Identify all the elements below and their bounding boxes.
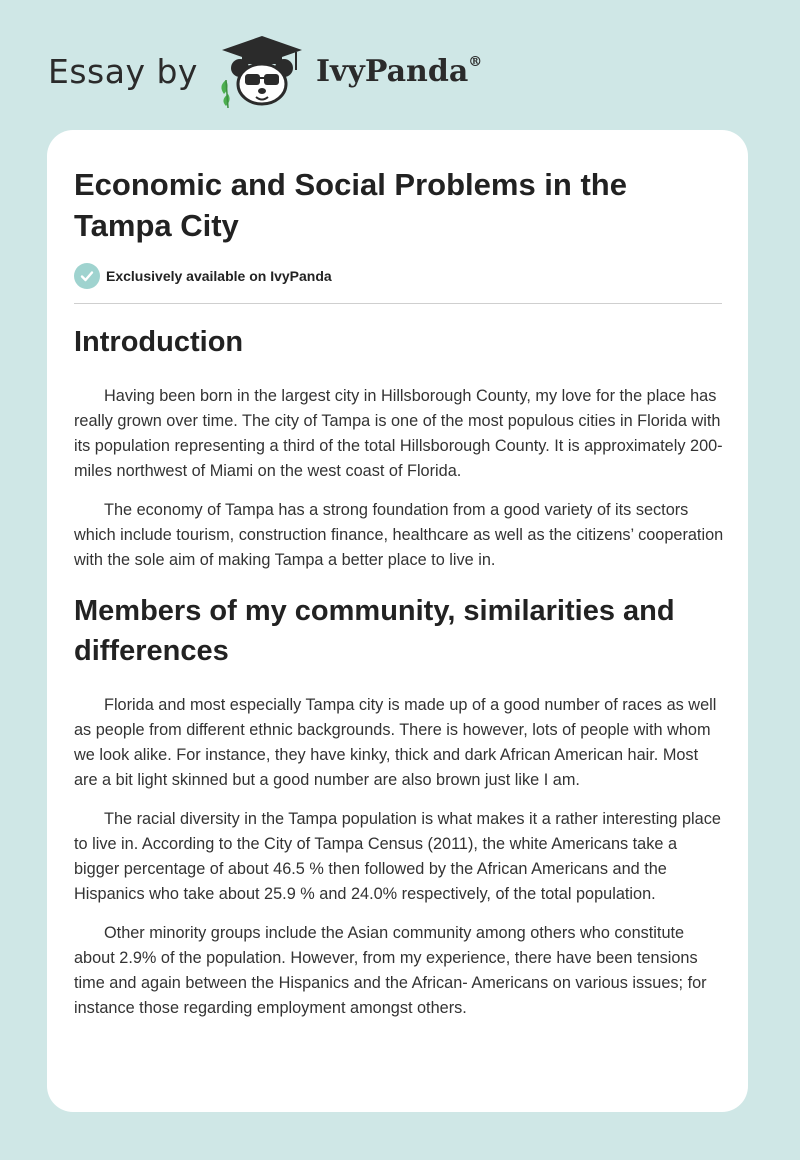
exclusive-badge-text: Exclusively available on IvyPanda bbox=[106, 268, 332, 284]
article-card bbox=[47, 130, 748, 1112]
article-title: Economic and Social Problems in the Tampa City bbox=[74, 167, 627, 243]
paragraph: The economy of Tampa has a strong foundation from a good variety of its sectors which include tourism, construction finance, healthcare as well as the citizens’ cooperation with the sole aim of making Tampa a better place to live in. bbox=[74, 501, 724, 569]
section-heading-members: Members of my community, similarities and differences bbox=[74, 595, 675, 667]
article-body bbox=[74, 322, 724, 1035]
check-circle-icon bbox=[74, 263, 100, 289]
paragraph: The racial diversity in the Tampa population is what makes it a rather interesting place to live in. According to the City of Tampa Census (2011), the white Americans take a bigger percentage of about 46.5 % then followed by the African Americans and the Hispanics who take about 25.9 % and 24.0% respectively, of the total population. bbox=[74, 810, 721, 903]
essay-by-label: Essay by bbox=[48, 51, 198, 91]
section-heading-introduction: Introduction bbox=[74, 326, 244, 358]
paragraph: Florida and most especially Tampa city is made up of a good number of races as well as people from different ethnic backgrounds. There is however, lots of people with whom we look alike. For instance, they have kinky, thick and dark African American hair. Most are a bit light skinned but a good number are also brown just like I am. bbox=[74, 696, 717, 789]
title-divider bbox=[74, 303, 722, 304]
site-header bbox=[48, 34, 548, 108]
brand-name-text: IvyPanda bbox=[315, 53, 469, 89]
panda-graduate-logo-icon[interactable] bbox=[216, 34, 308, 108]
paragraph: Having been born in the largest city in Hillsborough County, my love for the place has really grown over time. The city of Tampa is one of the most populous cities in Florida with its population representing a third of the total Hillsborough County. It is approximately 200-miles northwest of Miami on the west coast of Florida. bbox=[74, 387, 723, 480]
paragraph: Other minority groups include the Asian community among others who constitute about 2.9% of the population. However, from my experience, there have been tensions time and again between the Hispanics and the African- Americans on various issues; for instance those regarding employment amongst others. bbox=[74, 924, 707, 1017]
registered-mark: ® bbox=[468, 53, 483, 70]
brand-name[interactable] bbox=[316, 54, 482, 89]
exclusive-badge bbox=[74, 263, 332, 289]
